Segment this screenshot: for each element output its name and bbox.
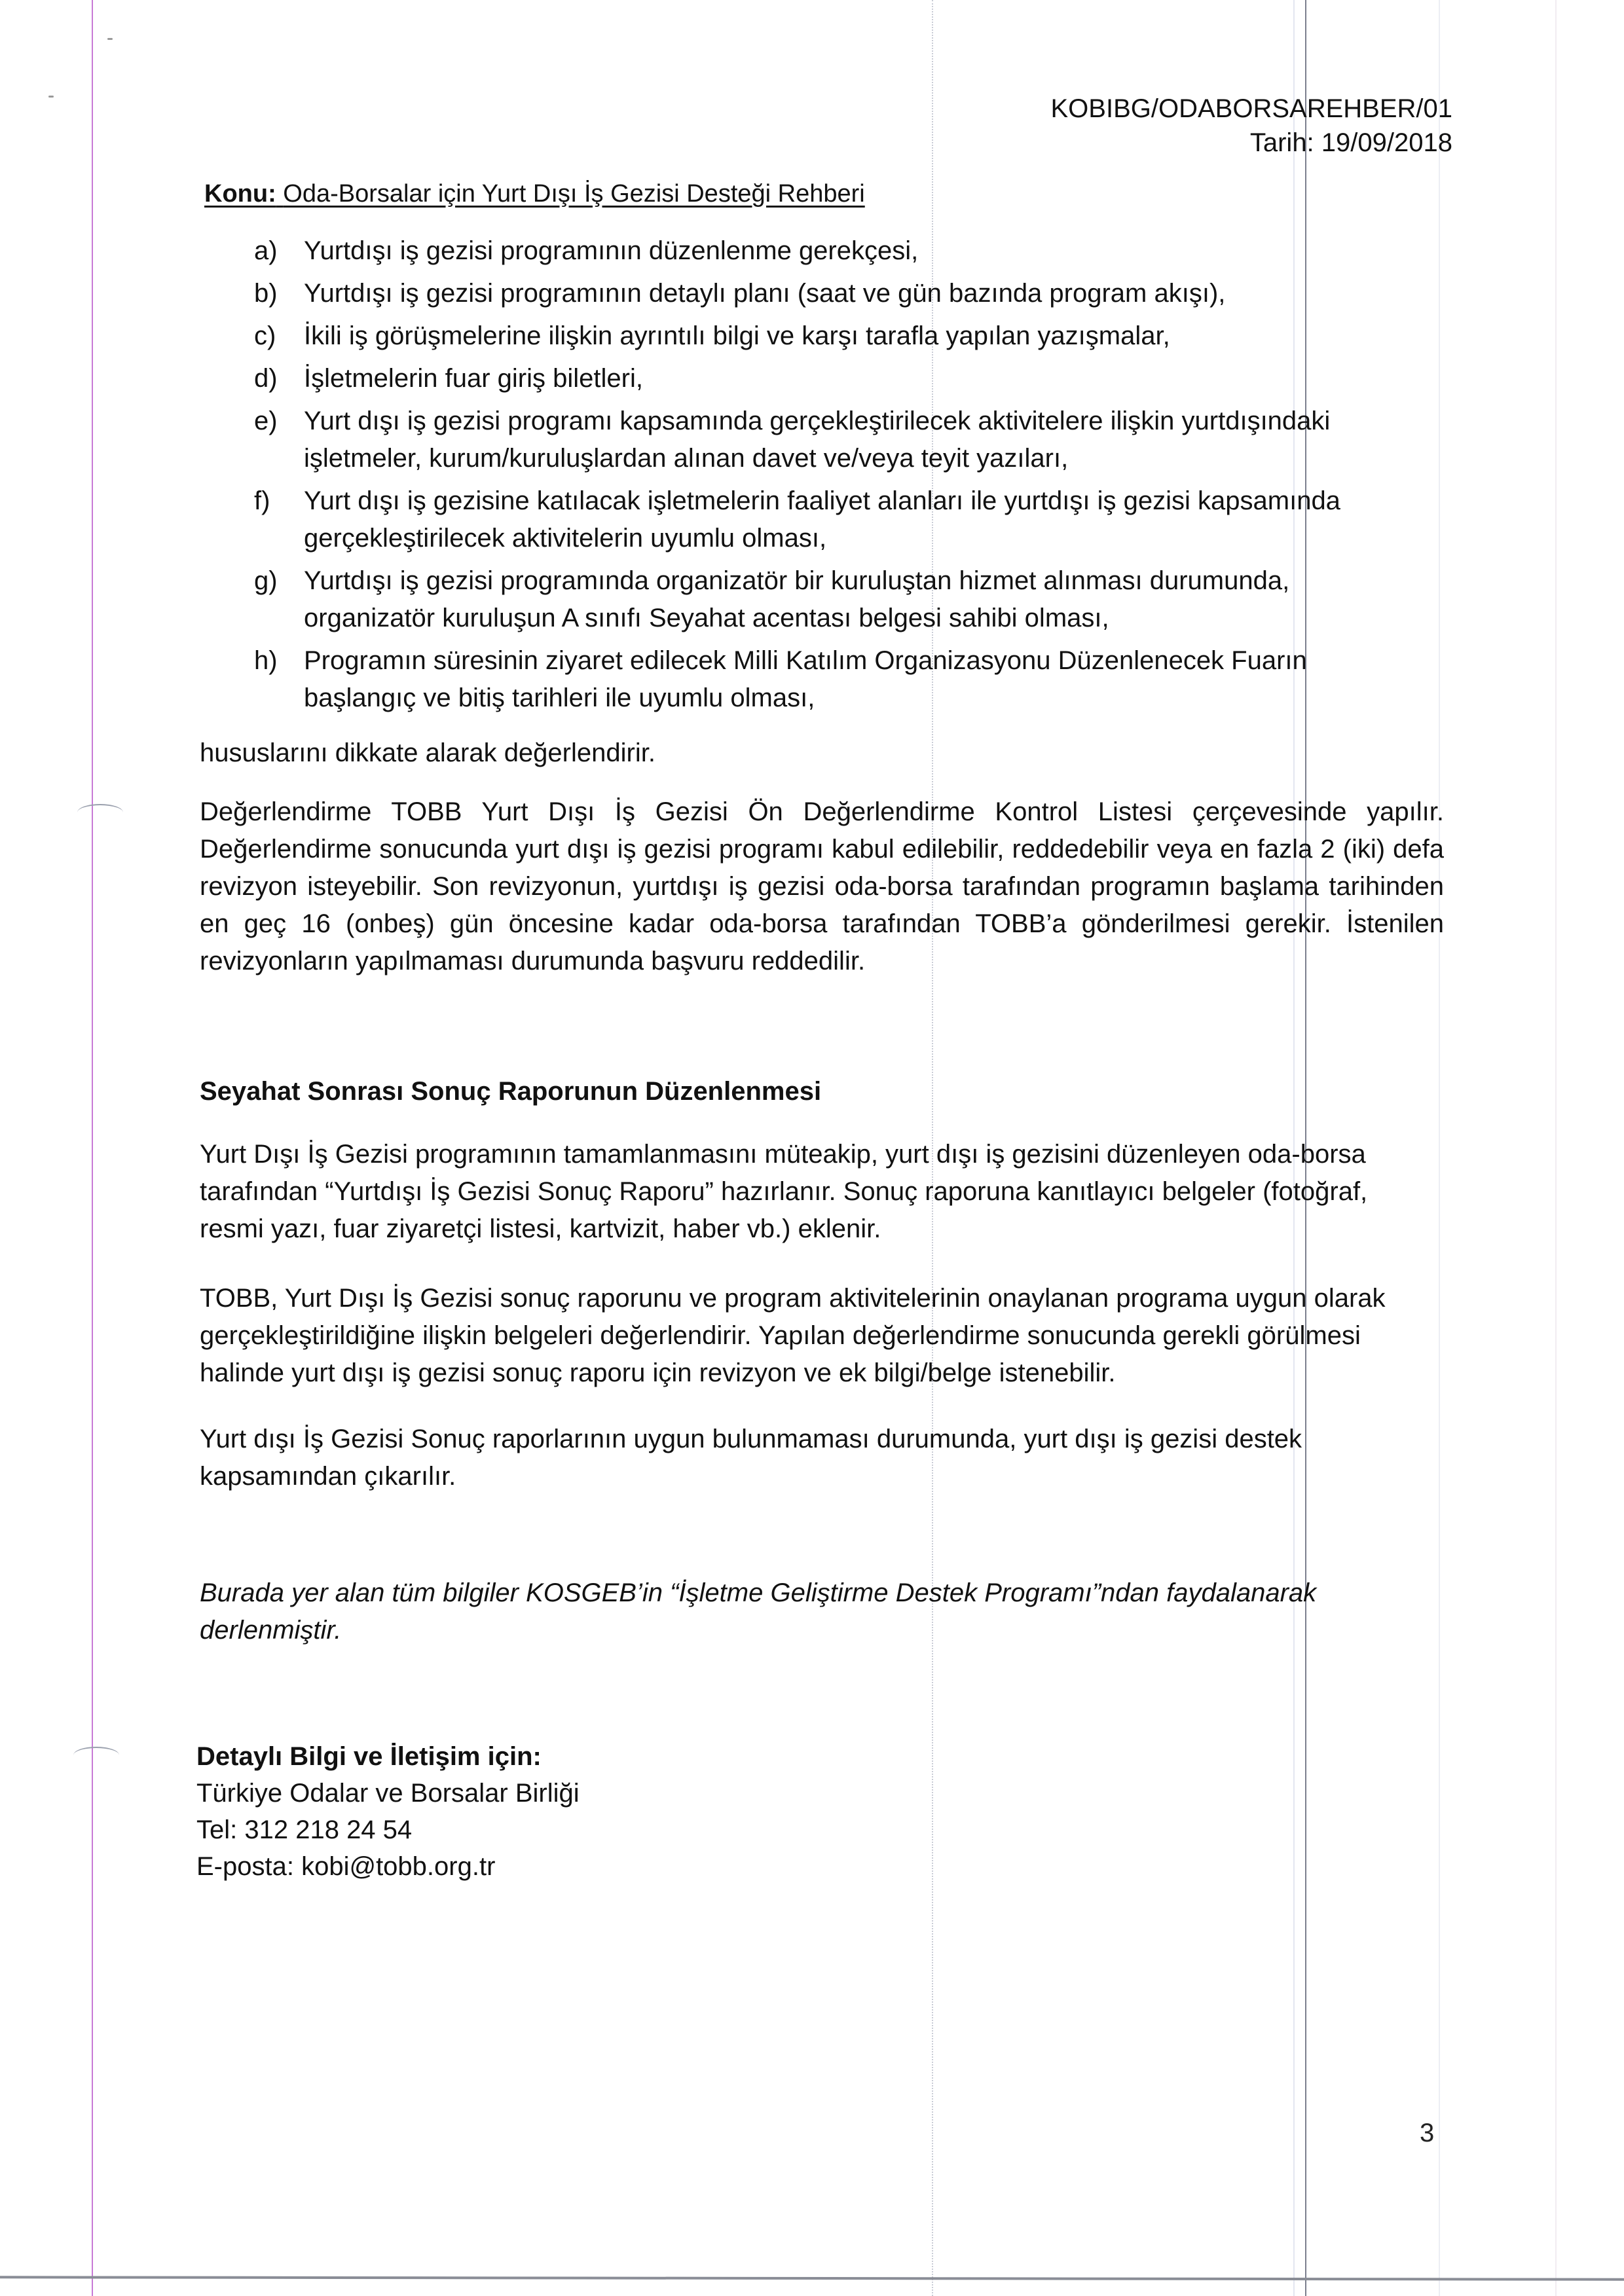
list-marker: c)	[254, 321, 276, 350]
list-item-text: Yurtdışı iş gezisi programının detaylı planı (saat ve gün bazında program akışı),	[304, 279, 1226, 308]
closing-line: hususlarını dikkate alarak değerlendirir.	[200, 738, 655, 767]
document-date	[1050, 126, 1452, 160]
evaluation-paragraph: Değerlendirme TOBB Yurt Dışı İş Gezisi Ön Değerlendirme Kontrol Listesi çerçevesinde yapılır. Değerlendirme sonucunda yurt dışı iş gezisi programı kabul edilebilir, reddedebilir veya en fazla 2 (iki) defa revizyon isteyebilir. Son revizyonun, yurtdışı iş gezisi oda-borsa tarafından programın başlama tarihinden en geç 16 (onbeş) gün öncesine kadar oda-borsa tarafından TOBB’a gönderilmesi gerekir. İstenilen revizyonların yapılmaması durumunda başvuru reddedilir.	[200, 797, 1444, 975]
reference-code: KOBIBG/ODABORSAREHBER/01	[1050, 94, 1452, 123]
list-item-text: Yurt dışı iş gezisi programı kapsamında gerçekleştirilecek aktivitelere ilişkin yurtdışındaki işletmeler, kurum/kuruluşlardan alınan davet ve/veya teyit yazıları,	[304, 407, 1331, 473]
section-paragraph: TOBB, Yurt Dışı İş Gezisi sonuç raporunu ve program aktivitelerinin onaylanan programa uygun olarak gerçekleştirildiğine ilişkin belgeleri değerlendirir. Yapılan değerlendirme sonucunda gerekli görülmesi halinde yurt dışı iş gezisi sonuç raporu için revizyon ve ek bilgi/belge istenebilir.	[200, 1284, 1386, 1387]
date-value: 19/09/2018	[1321, 128, 1452, 157]
scan-streak	[1439, 0, 1440, 2296]
date-label: Tarih:	[1249, 128, 1314, 157]
document-reference	[1050, 92, 1452, 160]
source-note: Burada yer alan tüm bilgiler KOSGEB’in “İşletme Geliştirme Destek Programı”ndan faydalanarak derlenmiştir.	[200, 1578, 1317, 1645]
subject-title: Oda-Borsalar için Yurt Dışı İş Gezisi Desteği Rehberi	[283, 180, 865, 208]
list-marker: e)	[254, 407, 278, 435]
list-item	[254, 318, 1380, 355]
list-marker: d)	[254, 364, 278, 393]
list-item	[254, 360, 1380, 397]
scan-bottom-edge	[0, 2276, 1624, 2280]
scan-margin-line	[92, 0, 93, 2296]
list-item-text: Yurt dışı iş gezisine katılacak işletmelerin faaliyet alanları ile yurtdışı iş gezisi kapsamında gerçekleştirilecek aktivitelerin uyumlu olması,	[304, 486, 1340, 553]
list-marker: f)	[254, 486, 270, 515]
scan-speck	[107, 38, 113, 40]
list-item	[254, 642, 1380, 717]
section-paragraph: Yurt dışı İş Gezisi Sonuç raporlarının uygun bulunmaması durumunda, yurt dışı iş gezisi destek kapsamından çıkarılır.	[200, 1425, 1302, 1491]
page-number: 3	[1420, 2119, 1435, 2147]
section-paragraph: Yurt Dışı İş Gezisi programının tamamlanmasını müteakip, yurt dışı iş gezisini düzenleyen oda-borsa tarafından “Yurtdışı İş Gezisi Sonuç Raporu” hazırlanır. Sonuç raporuna kanıtlayıcı belgeler (fotoğraf, resmi yazı, fuar ziyaretçi listesi, kartvizit, haber vb.) eklenir.	[200, 1140, 1368, 1243]
scan-streak	[1555, 0, 1557, 2296]
contact-heading: Detaylı Bilgi ve İletişim için:	[196, 1742, 542, 1771]
list-item-text: İkili iş görüşmelerine ilişkin ayrıntılı bilgi ve karşı tarafla yapılan yazışmalar,	[304, 321, 1170, 350]
binder-hole-mark	[77, 804, 123, 821]
section-heading: Seyahat Sonrası Sonuç Raporunun Düzenlenmesi	[200, 1077, 822, 1106]
subject-line	[204, 180, 865, 208]
list-item-text: İşletmelerin fuar giriş biletleri,	[304, 364, 643, 393]
list-marker: b)	[254, 279, 278, 308]
list-item-text: Programın süresinin ziyaret edilecek Milli Katılım Organizasyonu Düzenlenecek Fuarın başlangıç ve bitiş tarihleri ile uyumlu olması,	[304, 646, 1307, 712]
contact-organization: Türkiye Odalar ve Borsalar Birliği	[196, 1779, 580, 1808]
list-item	[254, 562, 1380, 637]
contact-block	[196, 1738, 580, 1885]
list-marker: h)	[254, 646, 278, 675]
scan-speck	[48, 96, 54, 98]
list-marker: a)	[254, 236, 278, 265]
list-item-text: Yurtdışı iş gezisi programında organizatör bir kuruluştan hizmet alınması durumunda, organizatör kuruluşun A sınıfı Seyahat acentası belgesi sahibi olması,	[304, 566, 1290, 632]
list-marker: g)	[254, 566, 278, 595]
contact-phone: Tel: 312 218 24 54	[196, 1815, 413, 1844]
list-item	[254, 275, 1380, 312]
subject-label: Konu:	[204, 180, 276, 208]
list-item	[254, 403, 1380, 477]
list-item	[254, 232, 1380, 270]
contact-email[interactable]: E-posta: kobi@tobb.org.tr	[196, 1852, 496, 1881]
criteria-list	[254, 232, 1380, 722]
list-item	[254, 483, 1380, 557]
binder-hole-mark	[73, 1747, 119, 1764]
list-item-text: Yurtdışı iş gezisi programının düzenlenme gerekçesi,	[304, 236, 919, 265]
